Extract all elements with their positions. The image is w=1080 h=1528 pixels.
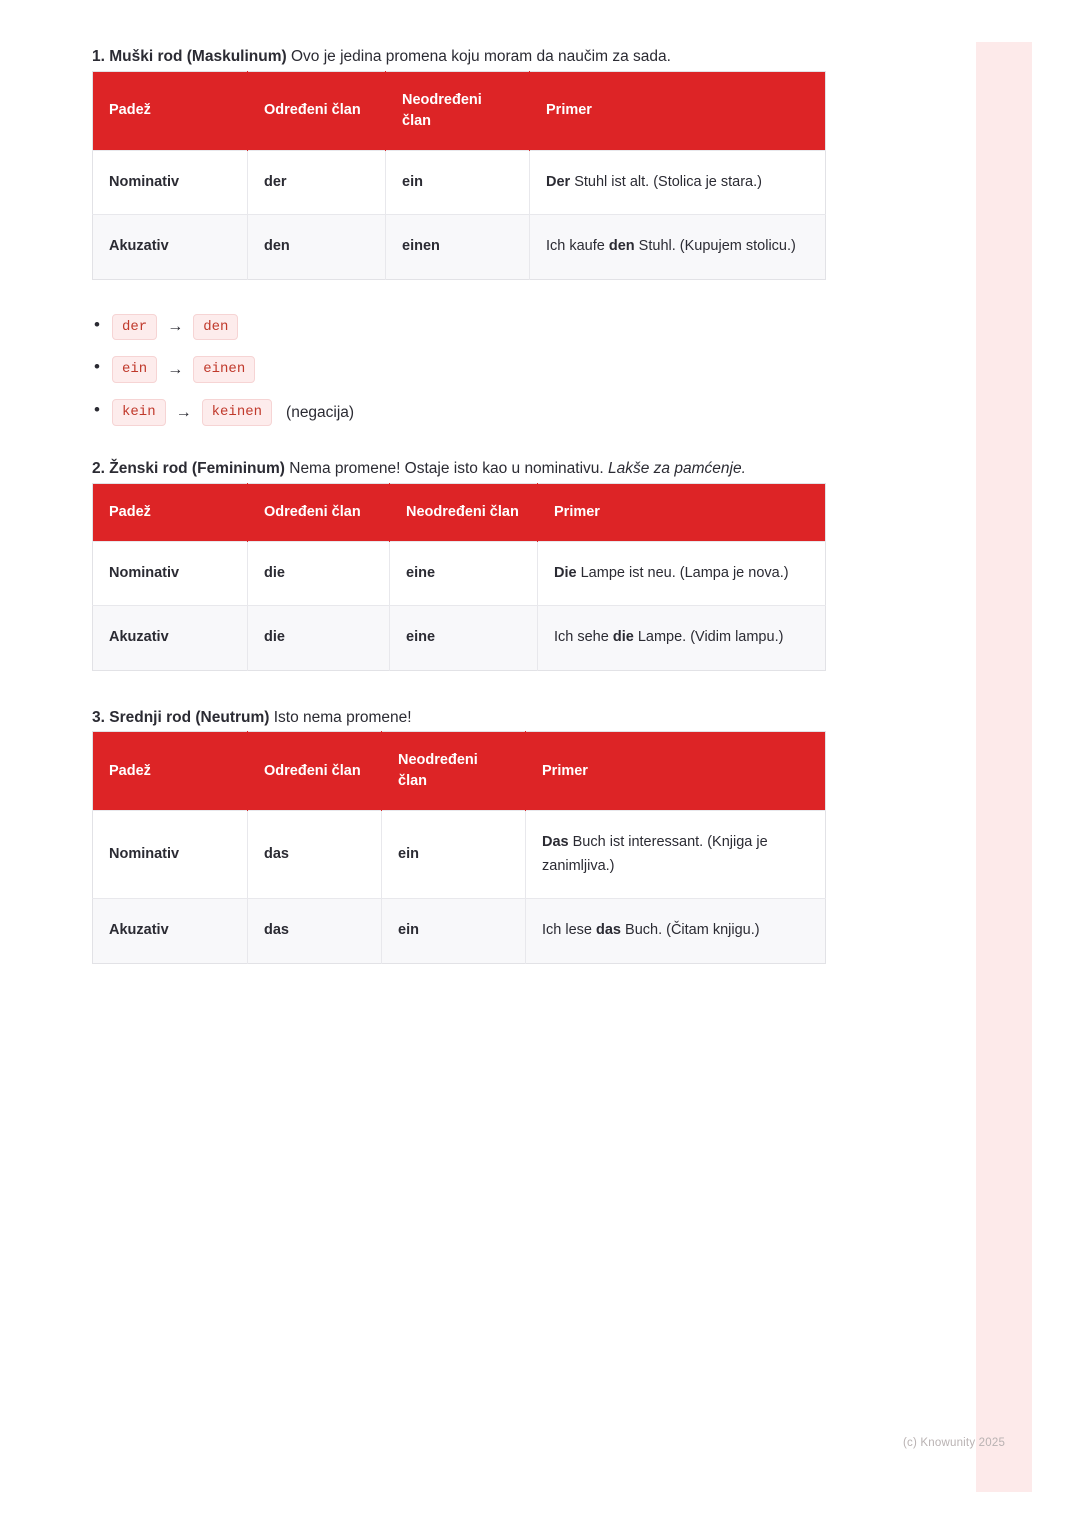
cell-example <box>526 811 826 899</box>
cell-example-rest: Buch ist interessant. (Knjiga je zanimljiva.) <box>542 834 768 874</box>
table-masculine <box>92 71 826 280</box>
cell-example <box>530 215 826 279</box>
rule-from-token: • der <box>112 314 157 341</box>
rules-list <box>92 314 828 426</box>
section-1-heading-title: Muški rod (Maskulinum) <box>109 48 287 65</box>
section-1-heading <box>92 44 828 71</box>
table-feminine <box>92 483 826 671</box>
table-header-row <box>93 483 826 541</box>
cell-definite: das <box>248 811 382 899</box>
cell-example <box>538 541 826 605</box>
section-2-heading-text: Nema promene! Ostaje isto kao u nominativu. <box>284 460 609 478</box>
cell-example-rest: Buch. (Čitam knjigu.) <box>621 922 760 939</box>
section-2-heading <box>92 456 828 483</box>
column-header-example: Primer <box>538 483 826 541</box>
table-row <box>93 811 826 899</box>
cell-case: Nominativ <box>93 150 248 214</box>
copyright-footer: (c) Knowunity 2025 <box>903 1437 1006 1449</box>
cell-example-bold: den <box>608 238 635 255</box>
column-header-case: Padež <box>93 483 248 541</box>
cell-case: Nominativ <box>93 811 248 899</box>
section-3-heading <box>92 705 828 732</box>
cell-definite: das <box>248 899 382 963</box>
list-item <box>112 356 828 383</box>
cell-example-pre: Ich kaufe <box>546 238 609 255</box>
section-3-heading-text: Isto nema promene! <box>269 708 412 726</box>
table-header-row <box>93 732 826 811</box>
cell-indefinite: ein <box>382 811 526 899</box>
cell-example-bold: Der <box>546 173 571 190</box>
cell-example <box>526 899 826 963</box>
cell-example-bold: die <box>612 629 634 646</box>
cell-definite: die <box>248 541 390 605</box>
cell-example-rest: Lampe. (Vidim lampu.) <box>633 629 784 646</box>
arrow-icon: → <box>175 403 192 421</box>
column-header-indefinite: Neodređeni član <box>386 71 530 150</box>
cell-indefinite: ein <box>386 150 530 214</box>
section-1-heading-text: Ovo je jedina promena koju moram da naučim za sada. <box>286 48 671 65</box>
section-3-heading-number: 3. <box>92 708 105 726</box>
cell-example-rest: Lampe ist neu. (Lampa je nova.) <box>576 564 789 581</box>
column-header-example: Primer <box>530 71 826 150</box>
rule-from-token: • ein <box>112 356 157 383</box>
section-2-heading-italic: Lakše za pamćenje. <box>608 460 746 478</box>
cell-example-bold: das <box>596 922 621 939</box>
table-row <box>93 215 826 279</box>
cell-case: Akuzativ <box>93 606 248 670</box>
cell-example <box>530 150 826 214</box>
column-header-definite: Određeni član <box>248 71 386 150</box>
rule-to-token: keinen <box>202 399 272 426</box>
list-item <box>112 399 828 426</box>
cell-example-bold: Die <box>554 564 577 581</box>
column-header-case: Padež <box>93 732 248 811</box>
cell-example-rest: Stuhl. (Kupujem stolicu.) <box>634 238 796 255</box>
table-header-row <box>93 71 826 150</box>
cell-indefinite: eine <box>390 541 538 605</box>
cell-definite: der <box>248 150 386 214</box>
table-neuter <box>92 731 826 963</box>
cell-example-pre: Ich sehe <box>554 629 613 646</box>
document-content <box>92 44 828 964</box>
rule-note: (negacija) <box>286 404 355 422</box>
table-row <box>93 150 826 214</box>
section-2-heading-title: Ženski rod (Femininum) <box>109 460 285 478</box>
cell-indefinite: ein <box>382 899 526 963</box>
cell-indefinite: eine <box>390 606 538 670</box>
column-header-indefinite: Neodređeni član <box>390 483 538 541</box>
page-side-strip <box>976 42 1032 1492</box>
cell-case: Akuzativ <box>93 215 248 279</box>
column-header-indefinite: Neodređeni član <box>382 732 526 811</box>
arrow-icon: → <box>167 360 184 378</box>
cell-example-pre: Ich lese <box>542 922 596 939</box>
column-header-case: Padež <box>93 71 248 150</box>
rule-to-token: den <box>193 314 238 341</box>
cell-example-rest: Stuhl ist alt. (Stolica je stara.) <box>570 173 762 190</box>
table-row <box>93 606 826 670</box>
cell-example <box>538 606 826 670</box>
column-header-definite: Određeni član <box>248 483 390 541</box>
arrow-icon: → <box>167 318 184 336</box>
table-row <box>93 899 826 963</box>
cell-definite: die <box>248 606 390 670</box>
rule-to-token: einen <box>193 356 255 383</box>
cell-indefinite: einen <box>386 215 530 279</box>
cell-case: Nominativ <box>93 541 248 605</box>
list-item <box>112 314 828 341</box>
cell-example-bold: Das <box>542 834 569 851</box>
section-3-heading-title: Srednji rod (Neutrum) <box>109 708 270 726</box>
column-header-example: Primer <box>526 732 826 811</box>
table-row <box>93 541 826 605</box>
section-1-heading-number: 1. <box>92 48 105 65</box>
section-2-heading-number: 2. <box>92 460 105 478</box>
cell-case: Akuzativ <box>93 899 248 963</box>
page-side-strip-edge <box>976 42 980 1492</box>
cell-definite: den <box>248 215 386 279</box>
rule-from-token: • kein <box>112 399 166 426</box>
column-header-definite: Određeni član <box>248 732 382 811</box>
